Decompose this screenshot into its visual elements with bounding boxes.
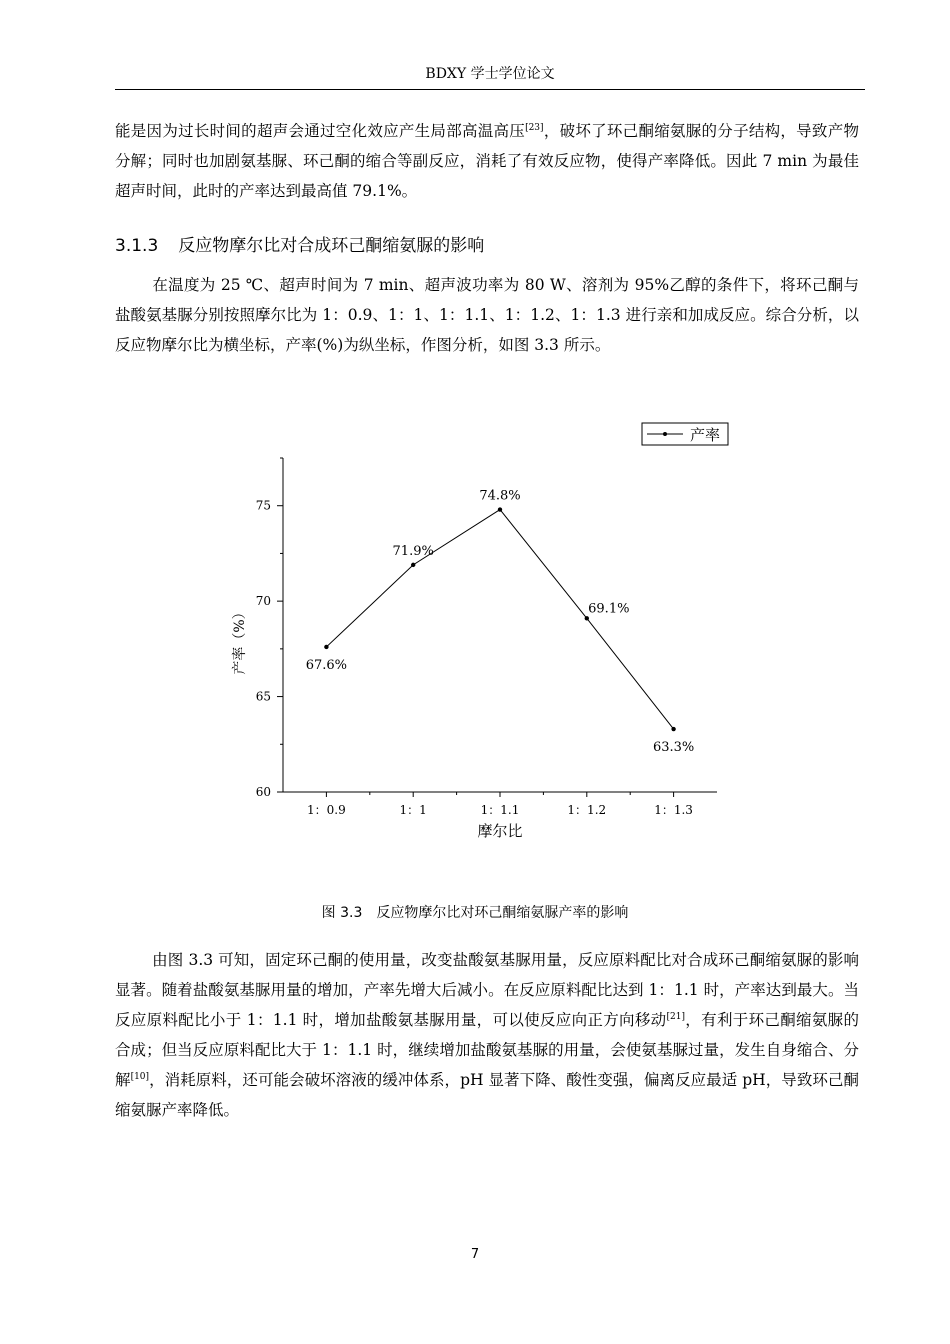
y-tick-label: 75: [255, 498, 271, 513]
y-axis-title: 产率（%）: [232, 605, 248, 675]
y-tick-label: 70: [255, 594, 271, 609]
series-line: [326, 510, 673, 729]
paragraph-3: [115, 945, 859, 1125]
data-label: 67.6%: [305, 657, 348, 673]
data-point: [498, 507, 502, 511]
x-ticks: [307, 792, 693, 817]
page-header: BDXY 学士学位论文: [425, 66, 555, 82]
header-rule: [115, 89, 865, 90]
y-tick-label: 60: [255, 785, 271, 799]
x-axis-title: 摩尔比: [477, 822, 523, 840]
paragraph-3-text-c: ，消耗原料，还可能会破坏溶液的缓冲体系，pH 显著下降、酸性变强，偏离反应最适 pH，导致环己酮缩氨脲产率降低。: [115, 1071, 859, 1119]
data-label: 69.1%: [588, 601, 630, 617]
data-labels: [306, 489, 695, 755]
paragraph-3-text-a: 由图 3.3 可知，固定环己酮的使用量，改变盐酸氨基脲用量，反应原料配比对合成环己酮缩氨脲的影响显著。随着盐酸氨基脲用量的增加，产率先增大后减小。在反应原料配比达到 1：1.1 时，产率达到最大。当反应原料配比小于 1：1.1 时，增加盐酸氨基脲用量，可以使反应向正方向移动: [115, 951, 859, 1029]
legend-marker: [663, 432, 667, 436]
figure-caption: [0, 903, 950, 923]
line-chart: [220, 418, 740, 858]
paragraph-3-text-b: ，有利于环己酮缩氨脲的合成；但当反应原料配比大于 1：1.1 时，继续增加盐酸氨基脲的用量，会使氨基脲过量，发生自身缩合、分解: [115, 1011, 859, 1089]
x-tick-label: 1：1: [399, 803, 427, 817]
data-label: 71.9%: [392, 543, 434, 559]
data-label: 74.8%: [479, 488, 521, 504]
data-point: [585, 616, 589, 620]
x-tick-label: 1：1.2: [567, 803, 607, 817]
x-tick-label: 1：0.9: [307, 803, 346, 817]
section-title: 反应物摩尔比对合成环己酮缩氨脲的影响: [178, 236, 485, 256]
series-polyline: [326, 510, 673, 729]
citation-21: [21]: [666, 1012, 685, 1022]
x-tick-label: 1：1.3: [654, 803, 693, 817]
paragraph-1-text-a: 能是因为过长时间的超声会通过空化效应产生局部高温高压: [115, 122, 526, 140]
citation-10: [10]: [130, 1072, 150, 1082]
caption-number: 图 3.3: [321, 905, 363, 921]
paragraph-2: [115, 270, 859, 360]
caption-text: 反应物摩尔比对环己酮缩氨脲产率的影响: [376, 905, 629, 921]
chart-legend: [642, 423, 728, 445]
y-tick-label: 65: [255, 689, 271, 704]
data-point: [671, 727, 675, 731]
paragraph-1: [115, 116, 859, 206]
data-point: [411, 563, 415, 567]
section-heading: [115, 232, 484, 260]
legend-label: 产率: [690, 426, 721, 444]
data-points: [324, 507, 676, 731]
page-number: 7: [470, 1247, 480, 1262]
figure-3-3: [220, 418, 740, 858]
citation-23: [23]: [525, 123, 544, 133]
paragraph-1-text-b: ，破坏了环己酮缩氨脲的分子结构，导致产物分解；同时也加剧氨基脲、环己酮的缩合等副反应，消耗了有效反应物，使得产率降低。因此 7 min 为最佳超声时间，此时的产率达到最高值 79.1%。: [115, 122, 859, 200]
paragraph-2-text: 在温度为 25 ℃、超声时间为 7 min、超声波功率为 80 W、溶剂为 95%乙醇的条件下，将环己酮与盐酸氨基脲分别按照摩尔比为 1：0.9、1：1、1：1.1、1：1.2、1：1.3 进行亲和加成反应。综合分析，以反应物摩尔比为横坐标，产率(%)为纵坐标，作图分析，如图 3.3 所示。: [115, 276, 859, 354]
data-label: 63.3%: [652, 740, 695, 756]
section-number: 3.1.3: [115, 236, 159, 256]
data-point: [324, 645, 328, 649]
x-tick-label: 1：1.1: [480, 803, 520, 817]
y-ticks: [256, 458, 283, 799]
